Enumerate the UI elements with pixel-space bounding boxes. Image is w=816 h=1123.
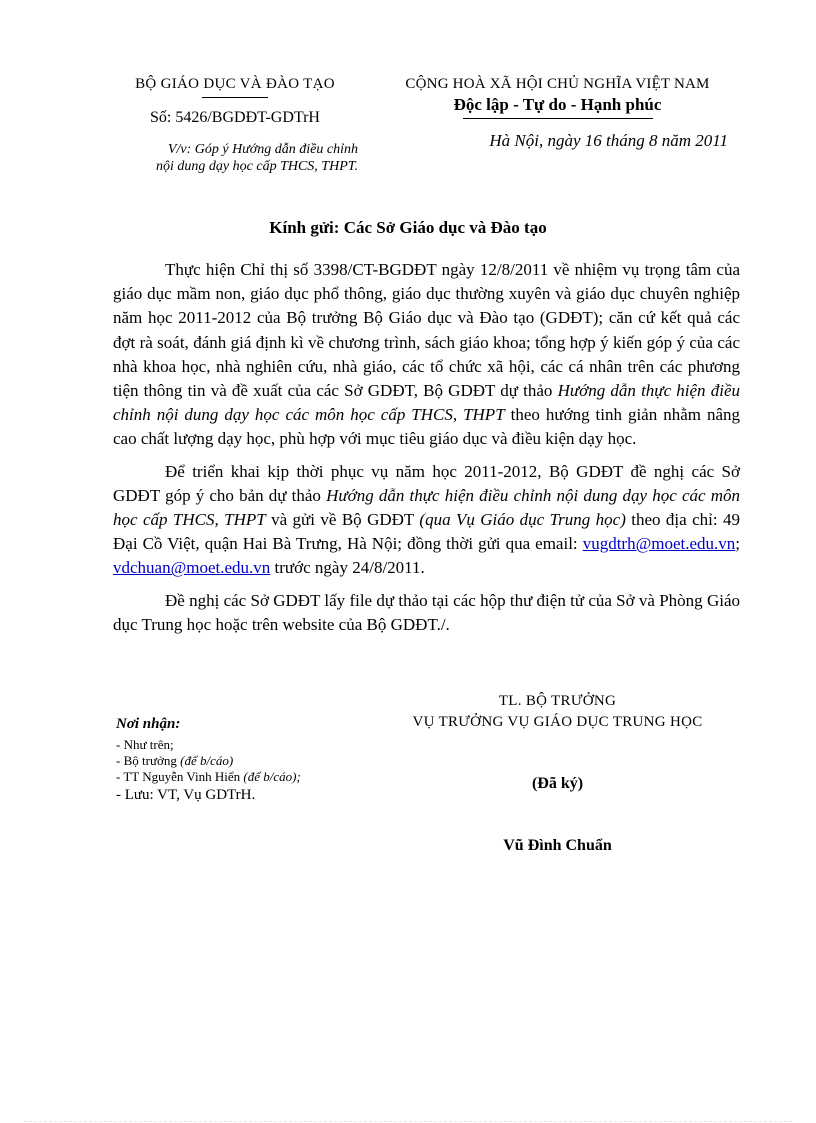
- national-header: [375, 76, 740, 151]
- letter-body: [113, 258, 740, 645]
- signature-block: [375, 693, 740, 855]
- document-number: Số: 5426/BGDĐT-GDTrH: [150, 109, 320, 126]
- issuer-block: [100, 76, 370, 175]
- ministry-underline: [202, 97, 268, 98]
- document-subject: [100, 141, 370, 175]
- recipient-item: [116, 769, 376, 785]
- motto-underline: [463, 118, 653, 119]
- paragraph-1: [113, 258, 740, 452]
- document-date: Hà Nội, ngày 16 tháng 8 năm 2011: [489, 131, 728, 150]
- email-separator: ;: [735, 534, 740, 554]
- p1-text-b: theo hướng tinh giản nhằm nâng cao chất lượng dạy học, phù hợp với mục tiêu giáo dục và điều kiện dạy học.: [113, 405, 740, 449]
- paragraph-3: Đề nghị các Sở GDĐT lấy file dự thảo tại các hộp thư điện tử của Sở và Phòng Giáo dục Trung học hoặc trên website của Bộ GDĐT./.: [113, 590, 740, 634]
- recipient-item: - Như trên;: [116, 737, 174, 752]
- republic-name: CỘNG HOÀ XÃ HỘI CHỦ NGHĨA VIỆT NAM: [405, 76, 710, 92]
- p2-text-a: Để triển khai kịp thời phục vụ năm học 2011-2012, Bộ GDĐT đề nghị các Sở GDĐT góp ý cho bản dự thảo: [113, 461, 740, 505]
- page-edge-divider: [24, 1121, 792, 1122]
- recipients-label: Nơi nhận:: [116, 716, 181, 732]
- national-motto: Độc lập - Tự do - Hạnh phúc: [453, 95, 662, 114]
- email-link-vugdtrh[interactable]: vugdtrh@moet.edu.vn: [582, 534, 736, 554]
- p2-italic-dept: (qua Vụ Giáo dục Trung học): [419, 510, 626, 530]
- recipient-minister: - Bộ trưởng: [116, 753, 181, 768]
- signer-title-2: VỤ TRƯỞNG VỤ GIÁO DỤC TRUNG HỌC: [412, 714, 703, 730]
- subject-line-1: V/v: Góp ý Hướng dẫn điều chỉnh: [167, 142, 358, 157]
- p1-italic-title: Hướng dẫn thực hiện điều chỉnh nội dung dạy học các môn học cấp THCS, THPT: [113, 381, 740, 425]
- recipient-item: [116, 753, 376, 769]
- paragraph-2: [113, 460, 740, 581]
- signed-mark: (Đã ký): [531, 775, 584, 792]
- signer-name: Vũ Đình Chuẩn: [503, 837, 612, 854]
- p1-text-a: Thực hiện Chỉ thị số 3398/CT-BGDĐT ngày 12/8/2011 về nhiệm vụ trọng tâm của giáo dục mầm non, giáo dục phổ thông, giáo dục thường xuyên và giáo dục chuyên nghiệp năm học 2011-2012 của Bộ trưởng Bộ Giáo dục và Đào tạo (GDĐT); căn cứ kết quả các đợt rà soát, đánh giá định kì về chương trình, sách giáo khoa; tổng hợp ý kiến góp ý của các nhà khoa học, nhà nghiên cứu, nhà giáo, các tổ chức xã hội, các cá nhân trên các phương tiện thông tin và đề xuất của các Sở GDĐT, Bộ GDĐT dự thảo: [113, 260, 740, 401]
- subject-line-2: nội dung dạy học cấp THCS, THPT.: [156, 159, 358, 174]
- p2-text-b: và gửi về Bộ GDĐT: [265, 510, 420, 530]
- p2-text-c: theo địa chỉ: 49 Đại Cồ Việt, quận Hai Bà Trưng, Hà Nội; đồng thời gửi qua email:: [113, 510, 741, 554]
- recipient-deputy-note: (để b/cáo);: [243, 769, 301, 784]
- greeting: Kính gửi: Các Sở Giáo dục và Đào tạo: [269, 218, 547, 237]
- recipient-archive: - Lưu: VT, Vụ GDTrH.: [116, 787, 256, 803]
- recipient-deputy: - TT Nguyễn Vinh Hiển: [116, 769, 244, 784]
- email-link-vdchuan[interactable]: vdchuan@moet.edu.vn: [113, 558, 271, 578]
- ministry-name: BỘ GIÁO DỤC VÀ ĐÀO TẠO: [135, 76, 335, 92]
- signer-title-1: TL. BỘ TRƯỞNG: [498, 693, 617, 709]
- recipient-minister-note: (để b/cáo): [180, 753, 234, 768]
- p2-text-d: trước ngày 24/8/2011.: [270, 558, 425, 578]
- recipients-block: [116, 716, 376, 804]
- p2-italic-title: Hướng dẫn thực hiện điều chỉnh nội dung dạy học các môn học cấp THCS, THPT: [113, 485, 740, 530]
